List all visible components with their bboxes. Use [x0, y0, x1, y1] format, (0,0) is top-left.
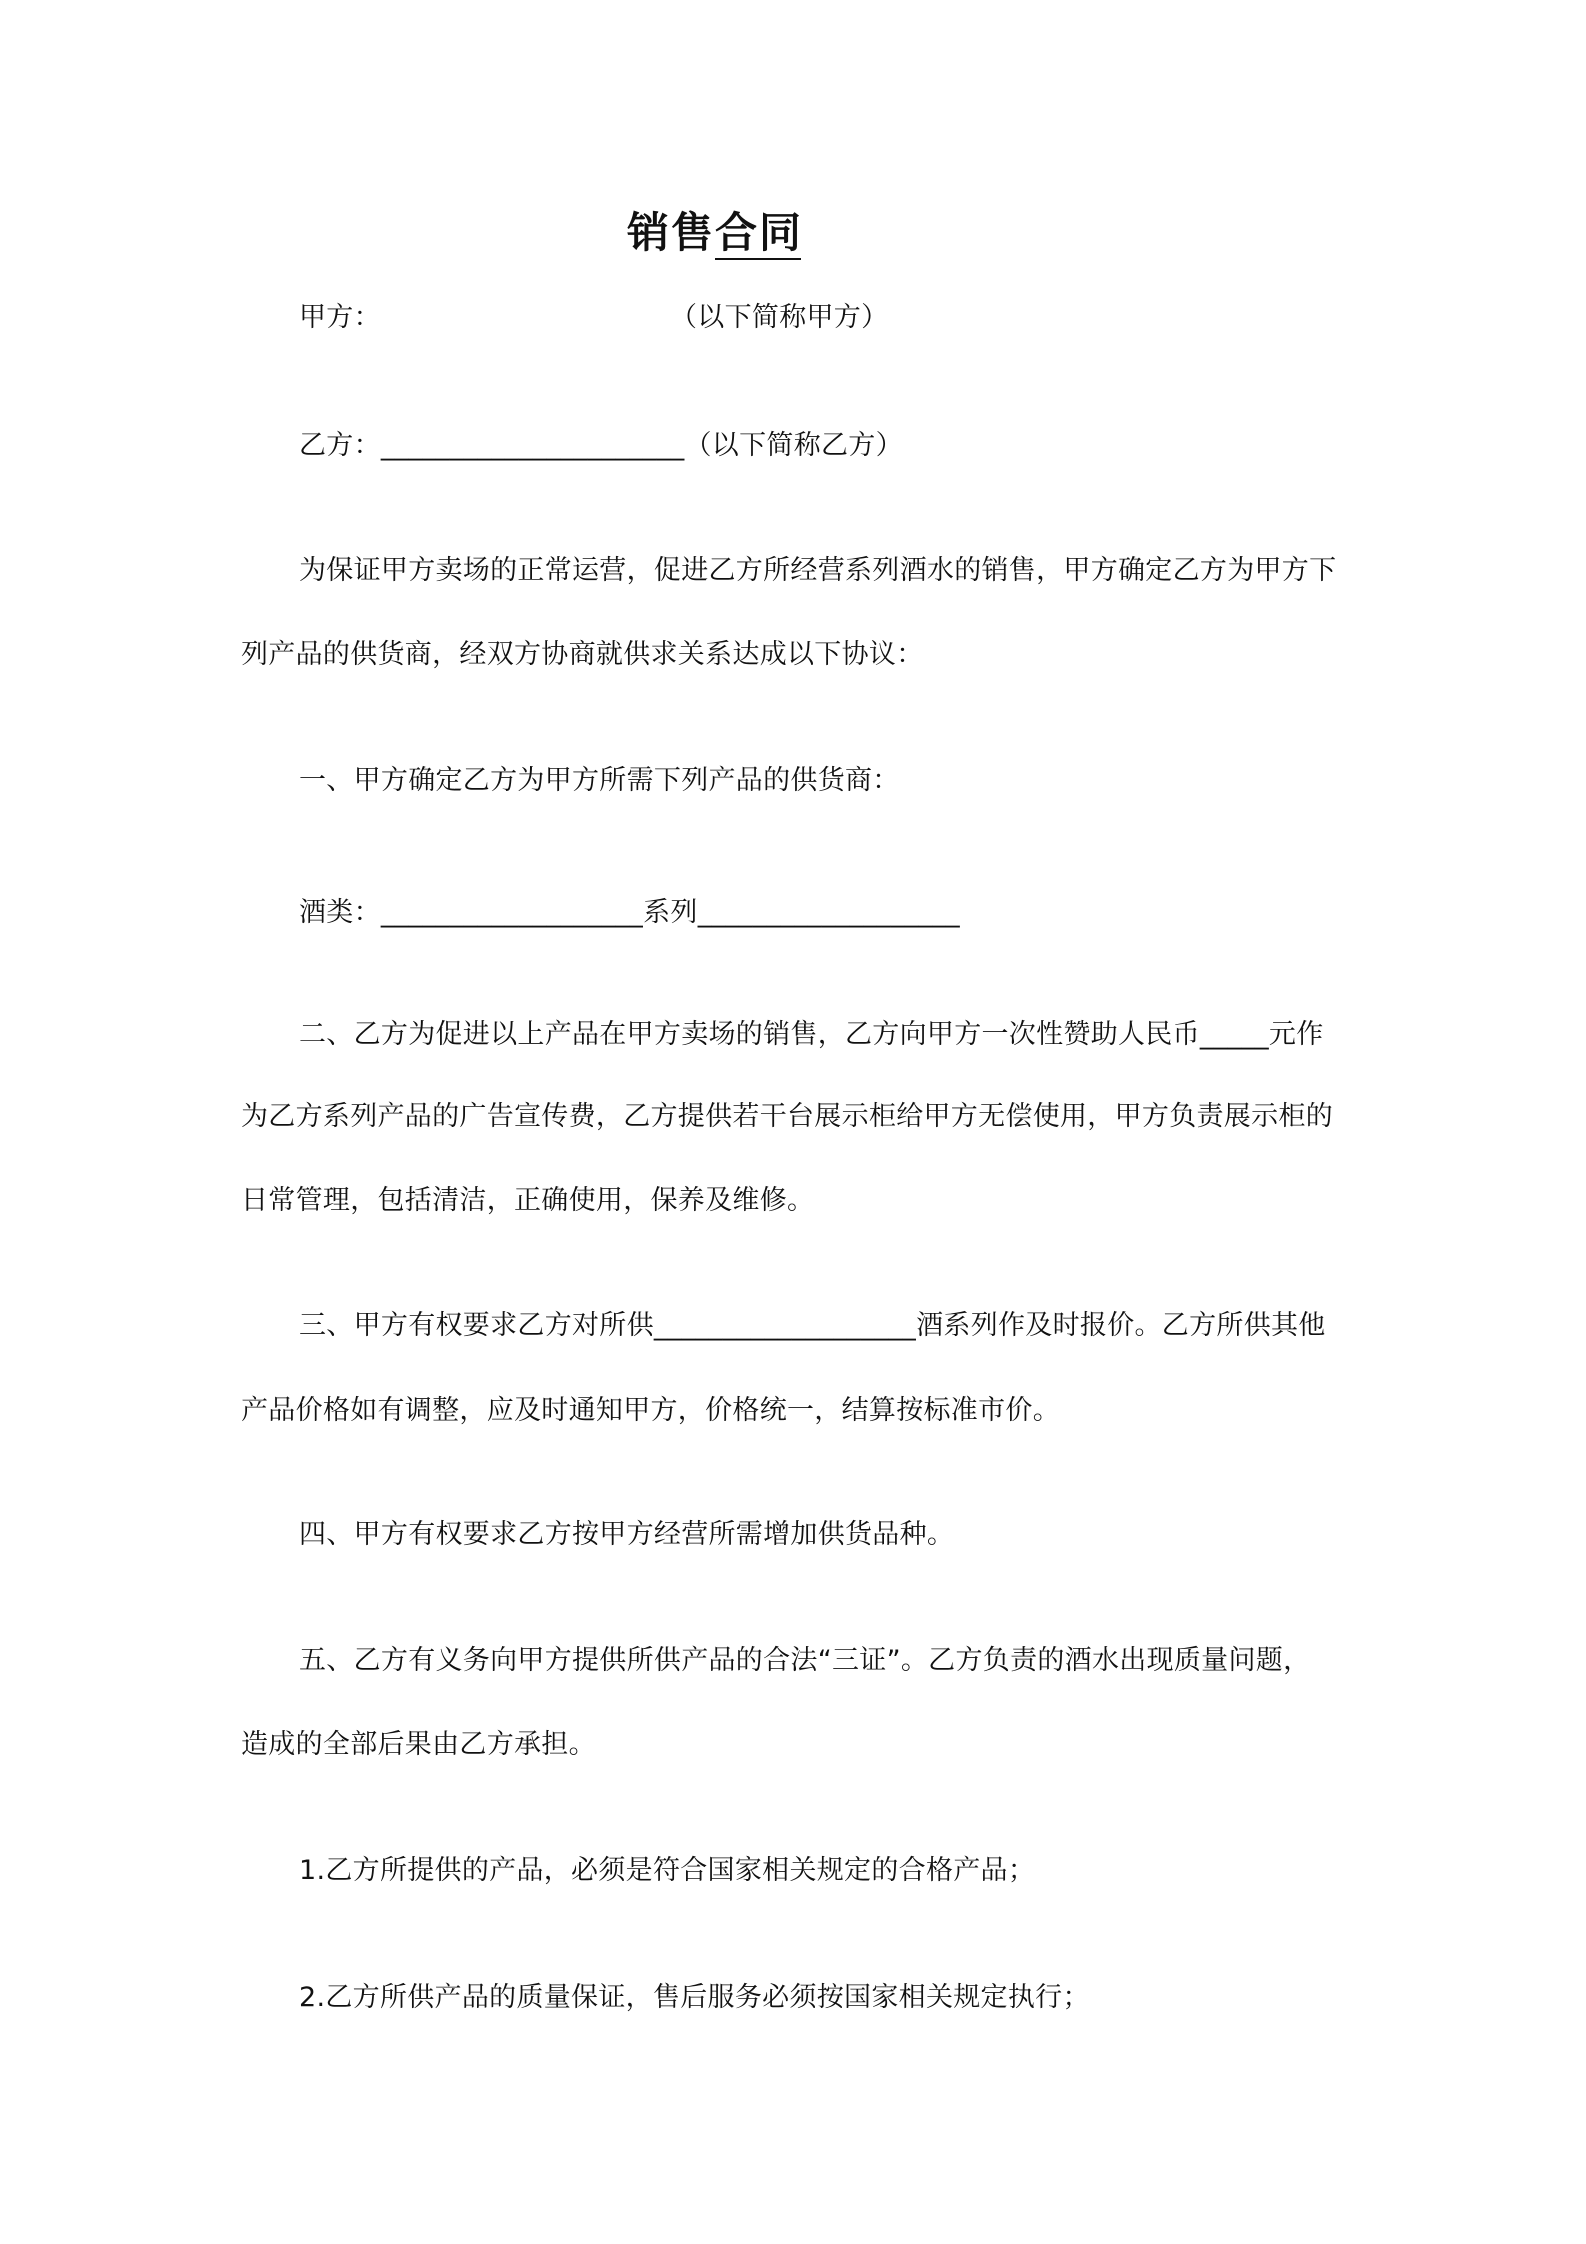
- preamble-line-2: 列产品的供货商，经双方协商就供求关系达成以下协议：: [241, 639, 924, 670]
- party-a-suffix: （以下简称甲方）: [670, 302, 889, 333]
- clause-5-line-1: 五、乙方有义务向甲方提供所供产品的合法“三证”。乙方负责的酒水出现质量问题，: [299, 1645, 1311, 1676]
- preamble-line-1: 为保证甲方卖场的正常运营，促进乙方所经营系列酒水的销售，甲方确定乙方为甲方下: [299, 555, 1337, 586]
- clause-2-line-3: 日常管理，包括清洁，正确使用，保养及维修。: [241, 1185, 815, 1216]
- party-b-line: 乙方：______________________（以下简称乙方）: [299, 430, 903, 461]
- clause-4: 四、甲方有权要求乙方按甲方经营所需增加供货品种。: [299, 1519, 955, 1550]
- item-1: 1.乙方所提供的产品，必须是符合国家相关规定的合格产品；: [299, 1855, 1036, 1886]
- clause-5-line-2: 造成的全部后果由乙方承担。: [241, 1729, 596, 1760]
- clause-3-line-2: 产品价格如有调整，应及时通知甲方，价格统一，结算按标准市价。: [241, 1395, 1060, 1426]
- clause-2-line-2: 为乙方系列产品的广告宣传费，乙方提供若干台展示柜给甲方无偿使用，甲方负责展示柜的: [241, 1101, 1333, 1132]
- clause-3-line-1: 三、甲方有权要求乙方对所供___________________酒系列作及时报价。乙方所供其他: [299, 1310, 1326, 1341]
- liquor-line: 酒类：___________________系列___________________: [299, 897, 960, 928]
- clause-2-line-1: 二、乙方为促进以上产品在甲方卖场的销售，乙方向甲方一次性赞助人民币_____元作: [299, 1019, 1324, 1050]
- title-underline: [715, 258, 801, 260]
- party-a-label: 甲方：: [299, 302, 381, 333]
- clause-1: 一、甲方确定乙方为甲方所需下列产品的供货商：: [299, 765, 900, 796]
- item-2: 2.乙方所供产品的质量保证，售后服务必须按国家相关规定执行；: [299, 1982, 1090, 2013]
- document-title: 销售合同: [626, 208, 803, 257]
